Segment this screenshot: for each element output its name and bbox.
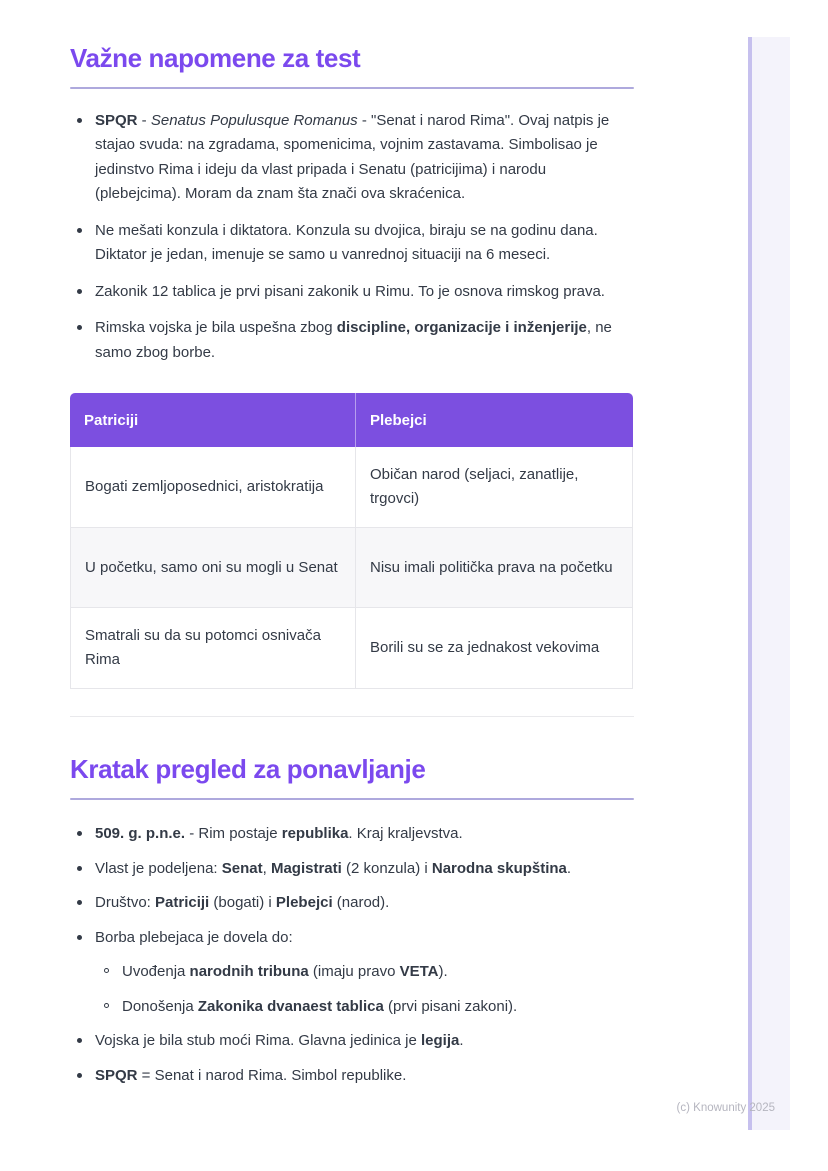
dot-bullet-icon: [70, 857, 95, 882]
bold-text: Zakonika dvanaest tablica: [197, 997, 384, 1015]
text-segment: .: [566, 859, 572, 877]
list-item: [70, 1029, 634, 1054]
bold-text: discipline, organizacije i inženjerije: [336, 319, 587, 337]
text-segment: ).: [438, 963, 448, 981]
list-item: [70, 857, 634, 882]
bold-text: 509. g. p.n.e.: [95, 825, 186, 843]
list-item-text: [95, 1064, 634, 1089]
document-page: [70, 44, 634, 1098]
bold-text: Narodna skupština: [431, 859, 567, 877]
table-header-cell: Plebejci: [356, 393, 633, 447]
text-segment: (2 konzula) i: [341, 859, 432, 877]
table-header-row: [70, 393, 633, 447]
dot-bullet-icon: [70, 1029, 95, 1054]
heading-underline: [70, 87, 634, 89]
table-cell: Borili su se za jednakost vekovima: [356, 608, 633, 689]
text-segment: .: [459, 1032, 464, 1050]
text-segment: (prvi pisani zakoni).: [383, 997, 518, 1015]
list-item: [70, 219, 634, 268]
text-segment: Donošenja: [122, 997, 198, 1015]
table-cell: Običan narod (seljaci, zanatlije, trgovci): [356, 447, 633, 528]
text-segment: Borba plebejaca je dovela do:: [95, 928, 293, 946]
section-title: Kratak pregled za ponavljanje: [70, 754, 426, 785]
text-segment: = Senat i narod Rima. Simbol republike.: [137, 1066, 407, 1084]
bullet-list: [70, 822, 634, 1088]
table-cell: U početku, samo oni su mogli u Senat: [70, 528, 356, 608]
circle-bullet-icon: [97, 995, 122, 1020]
bold-text: SPQR: [95, 1066, 138, 1084]
list-item-text: [95, 316, 634, 365]
sub-list-item: [97, 995, 634, 1020]
table-cell: Bogati zemljoposednici, aristokratija: [70, 447, 356, 528]
section-important-notes: [70, 44, 634, 365]
bold-text: VETA: [399, 963, 439, 981]
text-segment: , ne samo zbog borbe.: [95, 319, 612, 361]
text-segment: ,: [262, 859, 271, 877]
comparison-table: [70, 393, 633, 689]
table-row: [70, 528, 633, 608]
list-item-text: [95, 926, 634, 951]
bold-text: Magistrati: [270, 859, 342, 877]
text-segment: (bogati) i: [209, 894, 276, 912]
text-segment: Ne mešati konzula i diktatora. Konzula su dvojica, biraju se na godinu dana. Diktator je jedan, imenuje se samo u vanrednoj situaciji na 6 meseci.: [95, 221, 598, 264]
text-segment: (imaju pravo: [308, 963, 400, 981]
dot-bullet-icon: [70, 822, 95, 847]
copyright-footer: (c) Knowunity 2025: [676, 1102, 775, 1114]
list-item-text: [122, 995, 634, 1020]
sub-bullet-list: [97, 960, 634, 1019]
bold-text: Senat: [221, 859, 263, 877]
list-item-text: [95, 891, 634, 916]
dot-bullet-icon: [70, 280, 95, 305]
bullet-list: [70, 109, 634, 366]
list-item-text: [95, 822, 634, 847]
list-item-text: [95, 219, 634, 268]
list-item-text: [95, 109, 634, 207]
table-header-cell: Patriciji: [70, 393, 356, 447]
text-segment: . Kraj kraljevstva.: [348, 825, 463, 843]
bold-text: Patriciji: [155, 894, 210, 912]
section-quick-review: [70, 755, 634, 1088]
table-cell: Smatrali su da su potomci osnivača Rima: [70, 608, 356, 689]
dot-bullet-icon: [70, 1064, 95, 1089]
bold-text: Plebejci: [275, 894, 333, 912]
list-item-text: [122, 960, 634, 985]
list-item: [70, 109, 634, 207]
side-band-line: [748, 37, 752, 1130]
italic-text: Senatus Populusque Romanus: [150, 111, 358, 129]
text-segment: - "Senat i narod Rima". Ovaj natpis je stajao svuda: na zgradama, spomenicima, vojnim zastavama. Simbolisao je jedinstvo Rima i ideju da vlast pripada i Senatu (patricijima) i narodu (plebejcima). Moram da znam šta znači ova skraćenica.: [95, 111, 610, 203]
text-segment: Uvođenja: [122, 963, 190, 981]
text-segment: -: [137, 111, 151, 129]
table-cell: Nisu imali politička prava na početku: [356, 528, 633, 608]
sub-list-item: [97, 960, 634, 985]
list-item: [70, 1064, 634, 1089]
dot-bullet-icon: [70, 316, 95, 365]
list-item-text: [95, 857, 634, 882]
list-item: [70, 316, 634, 365]
text-segment: Vlast je podeljena:: [95, 859, 222, 877]
table-row: [70, 608, 633, 689]
list-item-text: [95, 1029, 634, 1054]
list-item: [70, 822, 634, 847]
dot-bullet-icon: [70, 219, 95, 268]
section-title: Važne napomene za test: [70, 43, 361, 73]
section-divider: [70, 716, 634, 717]
text-segment: Društvo:: [95, 894, 156, 912]
text-segment: Zakonik 12 tablica je prvi pisani zakonik u Rimu. To je osnova rimskog prava.: [95, 282, 605, 300]
text-segment: - Rim postaje: [185, 825, 282, 843]
list-item: [70, 926, 634, 1020]
bold-text: republika: [281, 825, 349, 843]
circle-bullet-icon: [97, 960, 122, 985]
text-segment: Vojska je bila stub moći Rima. Glavna jedinica je: [95, 1032, 421, 1050]
table-row: [70, 447, 633, 528]
bold-text: narodnih tribuna: [189, 963, 309, 981]
dot-bullet-icon: [70, 926, 95, 1020]
side-band: [752, 37, 790, 1130]
text-segment: Rimska vojska je bila uspešna zbog: [95, 319, 337, 337]
list-item: [70, 280, 634, 305]
list-item: [70, 891, 634, 916]
dot-bullet-icon: [70, 109, 95, 207]
bold-text: legija: [421, 1032, 460, 1050]
list-item-text: [95, 280, 634, 305]
dot-bullet-icon: [70, 891, 95, 916]
text-segment: (narod).: [332, 894, 390, 912]
bold-text: SPQR: [95, 111, 138, 129]
heading-underline: [70, 798, 634, 800]
